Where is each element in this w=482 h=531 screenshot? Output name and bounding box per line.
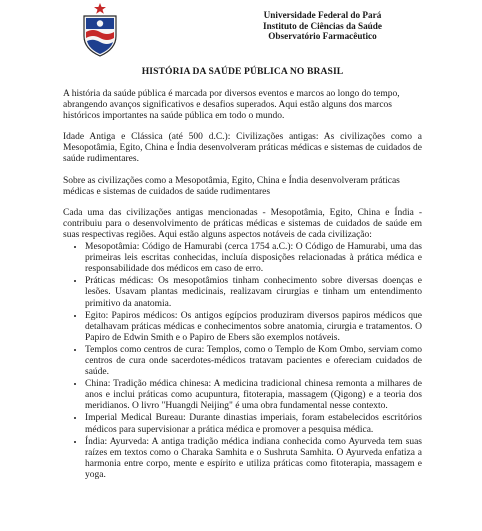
institute-name: Instituto de Ciências da Saúde	[263, 20, 382, 31]
list-item: • China: Tradição médica chinesa: A medicina tradicional chinesa remonta a milhares de anos e inclui práticas como acupuntura, fitoterapia, massagem (Qigong) e a teoria dos meridianos. O livro "Huangdi Neijing" é uma obra fundamental nesse contexto.	[85, 379, 422, 412]
university-name: Universidade Federal do Pará	[263, 10, 382, 20]
document-title: HISTÓRIA DA SAÚDE PÚBLICA NO BRASIL	[141, 66, 344, 77]
paragraph-contributions: Cada uma das civilizações antigas mencionadas - Mesopotâmia, Egito, China e Índia - contribuiu para o desenvolvimento de práticas médicas e sistemas de cuidados de saúde em suas respectivas regiões. Aqui estão alguns aspectos notáveis de cada civilização:	[63, 207, 422, 240]
institution-block	[63, 10, 422, 42]
list-item: • Índia: Ayurveda: A antiga tradição médica indiana conhecida como Ayurveda tem suas raízes em textos como o Charaka Samhita e o Sushruta Samhita. O Ayurveda enfatiza a harmonia entre corpo, mente e espírito e utiliza práticas como fitoterapia, massagem e yoga.	[85, 437, 422, 481]
document-header	[63, 0, 422, 62]
observatory-name: Observatório Farmacêutico	[268, 31, 377, 42]
paragraph-intro: A história da saúde pública é marcada por diversos eventos e marcos ao longo do tempo, abrangendo avanços significativos e desafios superados. Aqui estão alguns dos marcos históricos importantes na saúde pública em todo o mundo.	[63, 89, 400, 122]
list-item: • Egito: Papiros médicos: Os antigos egípcios produziram diversos papiros médicos que detalhavam práticas médicas e conhecimentos sobre anatomia, cirurgia e tratamentos. O Papiro de Edwin Smith e o Papiro de Ebers são exemplos notáveis.	[85, 311, 422, 344]
paragraph-civilizations: Sobre as civilizações como a Mesopotâmia, Egito, China e Índia desenvolveram práticas médicas e sistemas de cuidados de saúde rudimentares	[63, 175, 400, 197]
list-item: • Imperial Medical Bureau: Durante dinastias imperiais, foram estabelecidos escritórios médicos para supervisionar a prática médica e promover a pesquisa médica.	[85, 413, 422, 435]
list-item: • Práticas médicas: Os mesopotâmios tinham conhecimento sobre diversas doenças e lesões. Usavam plantas medicinais, realizavam cirurgias e tinham um entendimento primitivo da anatomia.	[85, 276, 422, 309]
civilization-list	[63, 242, 422, 481]
paragraph-antiquity: Idade Antiga e Clássica (até 500 d.C.): Civilizações antigas: As civilizações como a Mesopotâmia, Egito, China e Índia desenvolveram práticas médicas e sistemas de cuidados de saúde rudimentares.	[63, 132, 422, 165]
list-item: • Templos como centros de cura: Templos, como o Templo de Kom Ombo, serviam como centros de cura onde sacerdotes-médicos tratavam pacientes e ofereciam cuidados de saúde.	[85, 345, 422, 378]
list-item: • Mesopotâmia: Código de Hamurabi (cerca 1754 a.C.): O Código de Hamurabi, uma das primeiras leis escritas conhecidas, incluía disposições relacionadas à prática médica e responsabilidade dos médicos em caso de erro.	[85, 242, 422, 275]
